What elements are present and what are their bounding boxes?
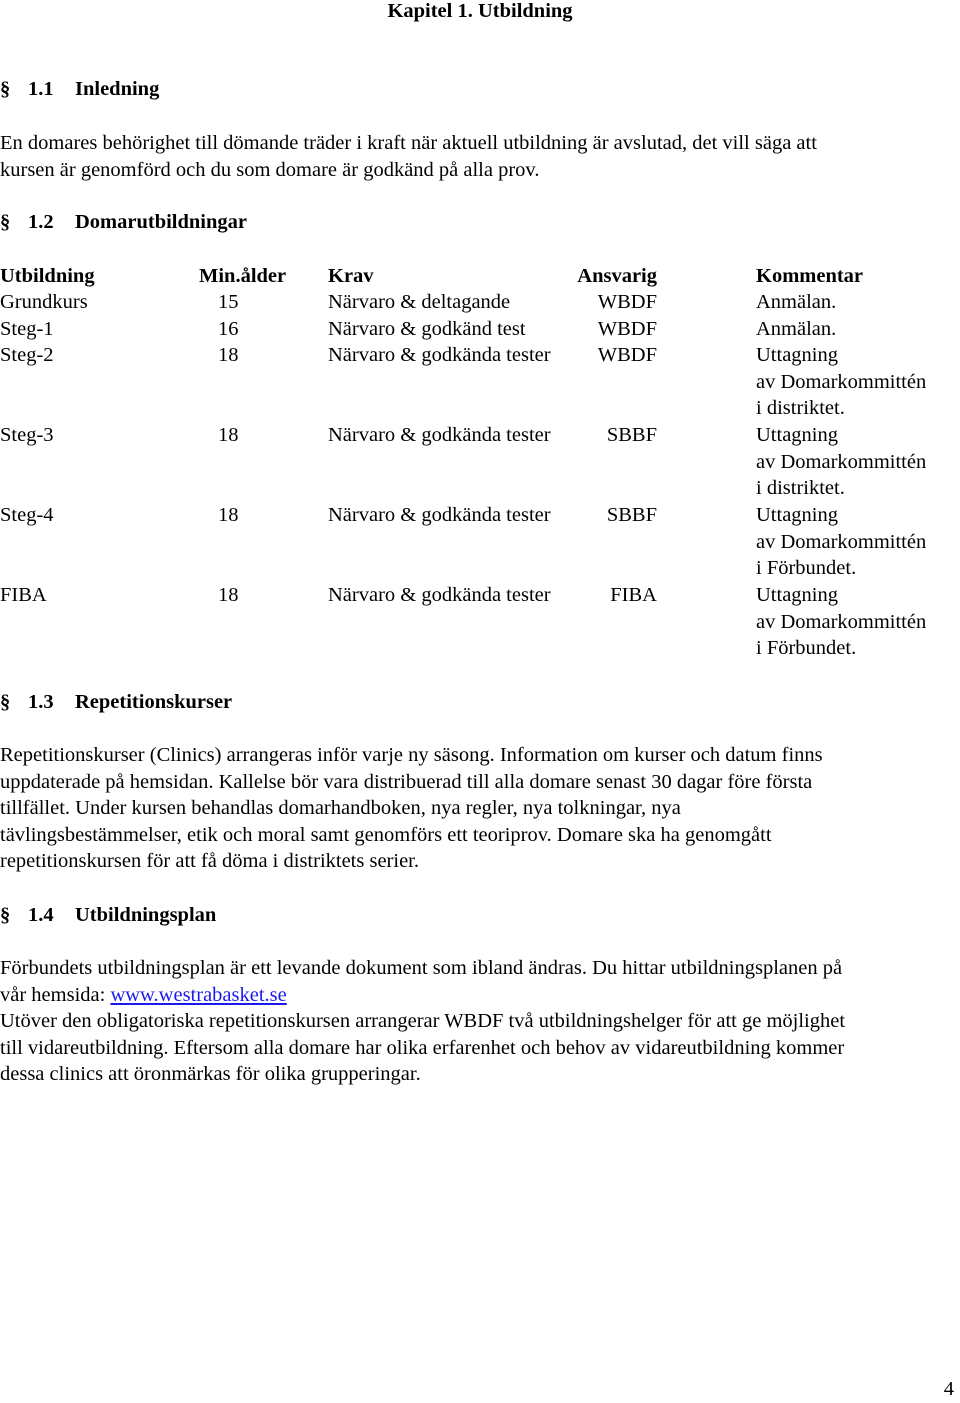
cell-krav: Närvaro & godkända tester <box>328 504 551 526</box>
intro-line: kursen är genomförd och du som domare är godkänd på alla prov. <box>0 158 540 181</box>
cell-krav: Närvaro & godkända tester <box>328 424 551 446</box>
table-row <box>0 502 960 582</box>
repetition-line: repetitionskursen för att få döma i distriktets serier. <box>0 850 419 872</box>
cell-ansvarig: SBBF <box>606 504 657 526</box>
header-min-alder: Min.ålder <box>199 265 287 287</box>
cell-kommentar: Anmälan. <box>756 318 837 340</box>
header-kommentar: Kommentar <box>756 265 864 287</box>
repetition-line: tävlingsbestämmelser, etik och moral samt genomförs ett teoriprov. Domare ska ha genomgått <box>0 823 772 846</box>
cell-krav: Närvaro & godkända tester <box>328 344 551 366</box>
cell-kommentar: Uttagning <box>756 584 838 606</box>
table-row <box>0 316 960 343</box>
cell-min-alder: 18 <box>218 504 239 526</box>
plan-line: dessa clinics att öronmärkas för olika grupperingar. <box>0 1063 421 1085</box>
plan-line-with-link <box>0 982 960 1009</box>
cell-kommentar: Uttagning <box>756 504 838 526</box>
section-title: Repetitionskurser <box>75 691 233 713</box>
section-mark: § <box>0 691 11 713</box>
repetition-line: uppdaterade på hemsidan. Kallelse bör vara distribuerad till alla domare senast 30 dagar före första <box>0 770 813 793</box>
cell-ansvarig: WBDF <box>597 344 657 366</box>
cell-ansvarig: SBBF <box>606 424 657 446</box>
table-row <box>0 422 960 502</box>
table-row <box>0 582 960 662</box>
cell-krav: Närvaro & godkända tester <box>328 584 551 606</box>
section-mark: § <box>0 904 11 926</box>
cell-kommentar: av Domarkommittén <box>756 531 927 553</box>
cell-utbildning: Steg-4 <box>0 504 54 526</box>
cell-utbildning: Steg-2 <box>0 344 54 366</box>
header-krav: Krav <box>328 265 374 287</box>
cell-krav: Närvaro & deltagande <box>328 291 511 313</box>
repetition-line: Repetitionskurser (Clinics) arrangeras inför varje ny säsong. Information om kurser och datum finns <box>0 744 823 766</box>
section-number: 1.4 <box>28 904 54 926</box>
repetition-line: tillfället. Under kursen behandlas domarhandboken, nya regler, nya tolkningar, nya <box>0 797 681 819</box>
cell-kommentar: Uttagning <box>756 424 838 446</box>
website-link[interactable]: www.westrabasket.se <box>110 983 287 1006</box>
header-ansvarig: Ansvarig <box>577 265 657 287</box>
section-mark: § <box>0 78 11 100</box>
table-row <box>0 342 960 422</box>
cell-ansvarig: WBDF <box>597 318 657 340</box>
plan-line: Förbundets utbildningsplan är ett levande dokument som ibland ändras. Du hittar utbildningsplanen på <box>0 957 843 979</box>
cell-kommentar: i Förbundet. <box>756 637 857 659</box>
cell-utbildning: Steg-1 <box>0 318 54 340</box>
cell-kommentar: av Domarkommittén <box>756 451 927 473</box>
section-number: 1.3 <box>28 691 54 713</box>
intro-paragraph <box>0 130 960 183</box>
cell-utbildning: FIBA <box>0 584 47 606</box>
page-number: 4 <box>943 1378 954 1400</box>
section-mark: § <box>0 211 11 233</box>
cell-min-alder: 15 <box>218 291 239 313</box>
section-title: Utbildningsplan <box>75 904 217 926</box>
cell-utbildning: Steg-3 <box>0 424 54 446</box>
cell-ansvarig: FIBA <box>610 584 657 606</box>
cell-ansvarig: WBDF <box>597 291 657 313</box>
cell-kommentar: Anmälan. <box>756 291 837 313</box>
cell-min-alder: 18 <box>218 584 239 606</box>
cell-krav: Närvaro & godkänd test <box>328 318 526 340</box>
plan-line: till vidareutbildning. Eftersom alla domare har olika erfarenhet och behov av vidareutbildning kommer <box>0 1036 845 1059</box>
cell-kommentar: av Domarkommittén <box>756 371 927 393</box>
cell-kommentar: i distriktet. <box>756 397 845 419</box>
cell-kommentar: Uttagning <box>756 344 838 366</box>
section-number: 1.2 <box>28 211 54 233</box>
header-utbildning: Utbildning <box>0 265 95 287</box>
cell-kommentar: av Domarkommittén <box>756 611 927 633</box>
intro-line: En domares behörighet till dömande träder i kraft när aktuell utbildning är avslutad, det vill säga att <box>0 132 817 154</box>
cell-utbildning: Grundkurs <box>0 291 88 313</box>
plan-line-prefix: vår hemsida: <box>0 983 111 1006</box>
cell-kommentar: i Förbundet. <box>756 557 857 579</box>
table-row <box>0 289 960 316</box>
cell-min-alder: 18 <box>218 344 239 366</box>
section-number: 1.1 <box>28 78 54 100</box>
chapter-title: Kapitel 1. Utbildning <box>387 0 573 22</box>
section-title: Inledning <box>75 78 160 100</box>
section-title: Domarutbildningar <box>75 211 247 233</box>
cell-min-alder: 16 <box>218 318 239 340</box>
cell-min-alder: 18 <box>218 424 239 446</box>
repetition-paragraph <box>0 742 960 875</box>
cell-kommentar: i distriktet. <box>756 477 845 499</box>
plan-paragraph <box>0 955 960 1088</box>
plan-line: Utöver den obligatoriska repetitionskursen arrangerar WBDF två utbildningshelger för att ge möjlighet <box>0 1010 846 1032</box>
